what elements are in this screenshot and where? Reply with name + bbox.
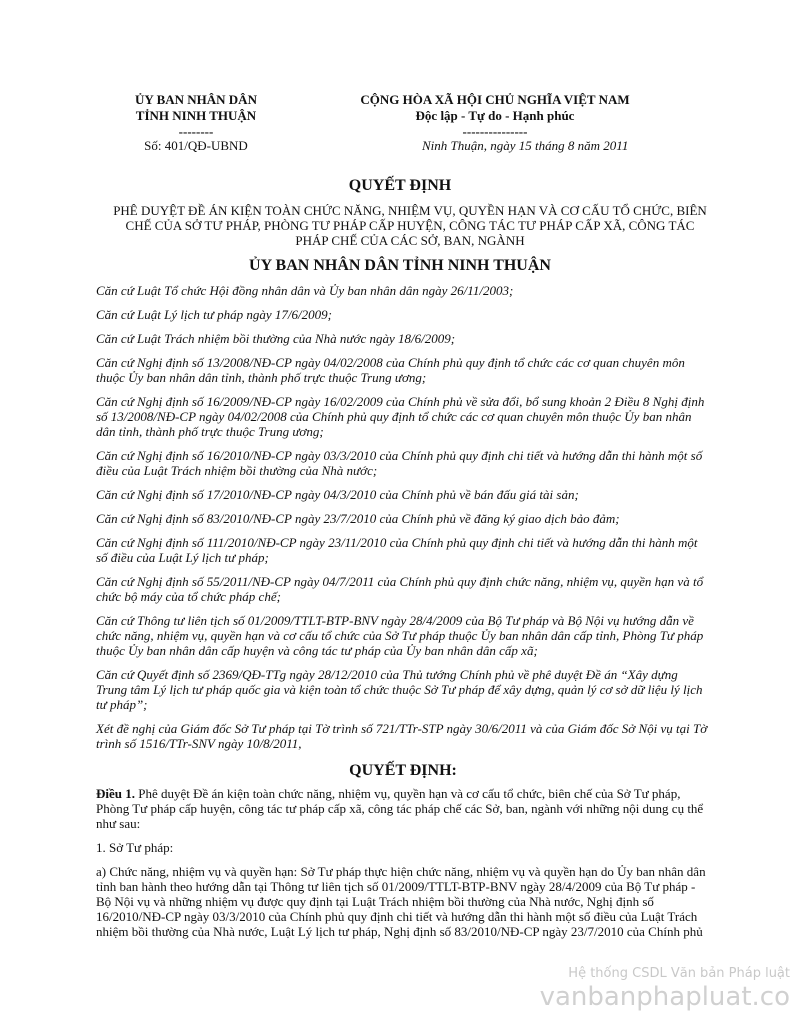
watermark-line2: vanbanphapluat.co [539, 982, 790, 1012]
issue-date: Ninh Thuận, ngày 15 tháng 8 năm 2011 [422, 138, 629, 153]
article-1-label: Điều 1. [96, 786, 135, 801]
watermark-line1: Hệ thống CSDL Văn bản Pháp luật [568, 966, 790, 981]
national-motto-block [330, 92, 660, 140]
preamble-item: Căn cứ Luật Tổ chức Hội đồng nhân dân và Ủy ban nhân dân ngày 26/11/2003; [96, 283, 514, 298]
article-1-text: Phê duyệt Đề án kiện toàn chức năng, nhiệm vụ, quyền hạn và cơ cấu tổ chức, biên chế của Sở Tư pháp, Phòng Tư pháp cấp huyện, công tác tư pháp cấp xã, công tác pháp chế các Sở, ban, ngành với những nội dung cụ thể như sau: [96, 786, 704, 831]
preamble-item: Căn cứ Nghị định số 55/2011/NĐ-CP ngày 04/7/2011 của Chính phủ quy định chức năng, nhiệm vụ, quyền hạn và tổ chức bộ máy của tổ chức pháp chế; [96, 574, 704, 604]
issuer-line1: ỦY BAN NHÂN DÂN [135, 92, 257, 107]
doc-number: Số: 401/QĐ-UBND [144, 138, 248, 153]
organization-heading: ỦY BAN NHÂN DÂN TỈNH NINH THUẬN [249, 257, 551, 274]
preamble-item: Căn cứ Quyết định số 2369/QĐ-TTg ngày 28/12/2010 của Thủ tướng Chính phủ về phê duyệt Đề án “Xây dựng Trung tâm Lý lịch tư pháp quốc gia và kiện toàn tổ chức thuộc Sở Tư pháp để xây dựng, quản lý cơ sở dữ liệu lý lịch tư pháp”; [96, 667, 703, 712]
preamble-item: Căn cứ Nghị định số 111/2010/NĐ-CP ngày 23/11/2010 của Chính phủ quy định chi tiết và hướng dẫn thi hành một số điều của Luật Lý lịch tư pháp; [96, 535, 698, 565]
doc-title: QUYẾT ĐỊNH [348, 177, 452, 194]
preamble-item: Căn cứ Nghị định số 83/2010/NĐ-CP ngày 23/7/2010 của Chính phủ về đăng ký giao dịch bảo đảm; [96, 511, 620, 526]
country-name: CỘNG HÒA XÃ HỘI CHỦ NGHĨA VIỆT NAM [360, 92, 630, 107]
section-1: 1. Sở Tư pháp: [96, 840, 174, 855]
preamble-item: Căn cứ Luật Trách nhiệm bồi thường của Nhà nước ngày 18/6/2009; [96, 331, 456, 346]
preamble-item: Xét đề nghị của Giám đốc Sở Tư pháp tại Tờ trình số 721/TTr-STP ngày 30/6/2011 và của Giám đốc Sở Nội vụ tại Tờ trình số 1516/TTr-SNV ngày 10/8/2011, [96, 721, 708, 751]
preamble-item: Căn cứ Thông tư liên tịch số 01/2009/TTLT-BTP-BNV ngày 28/4/2009 của Bộ Tư pháp và Bộ Nội vụ hướng dẫn về chức năng, nhiệm vụ, quyền hạn và cơ cấu tổ chức của Sở Tư pháp thuộc Ủy ban nhân dân cấp tỉnh, Phòng Tư pháp thuộc Ủy ban nhân dân cấp huyện và công tác tư pháp của Ủy ban nhân dân cấp xã; [96, 613, 704, 658]
issuer-block [96, 92, 296, 140]
article-1 [96, 786, 710, 831]
decision-heading: QUYẾT ĐỊNH: [349, 762, 457, 779]
doc-subtitle: PHÊ DUYỆT ĐỀ ÁN KIỆN TOÀN CHỨC NĂNG, NHIỆM VỤ, QUYỀN HẠN VÀ CƠ CẤU TỔ CHỨC, BIÊN CHẾ CỦA SỞ TƯ PHÁP, PHÒNG TƯ PHÁP CẤP HUYỆN, CÔNG TÁC TƯ PHÁP CẤP XÃ, CÔNG TÁC PHÁP CHẾ CỦA CÁC SỞ, BAN, NGÀNH [113, 203, 707, 248]
issuer-line2: TỈNH NINH THUẬN [135, 108, 257, 123]
motto-dash: --------------- [462, 124, 528, 139]
preamble-item: Căn cứ Nghị định số 13/2008/NĐ-CP ngày 04/02/2008 của Chính phủ quy định tổ chức các cơ quan chuyên môn thuộc Ủy ban nhân dân tỉnh, thành phố trực thuộc Trung ương; [96, 355, 685, 385]
issuer-dash: -------- [178, 124, 214, 139]
motto: Độc lập - Tự do - Hạnh phúc [415, 108, 575, 123]
section-1a: a) Chức năng, nhiệm vụ và quyền hạn: Sở Tư pháp thực hiện chức năng, nhiệm vụ và quyền hạn do Ủy ban nhân dân tỉnh ban hành theo hướng dẫn tại Thông tư liên tịch số 01/2009/TTLT-BTP-BNV ngày 28/4/2009 của Bộ Tư pháp - Bộ Nội vụ và những nhiệm vụ được quy định tại Luật Trách nhiệm bồi thường của Nhà nước, Nghị định số 16/2010/NĐ-CP ngày 03/3/2010 của Chính phủ quy định chi tiết và hướng dẫn thi hành một số điều của Luật Trách nhiệm bồi thường của Nhà nước, Luật Lý lịch tư pháp, Nghị định số 83/2010/NĐ-CP ngày 23/7/2010 của Chính phủ [96, 864, 706, 939]
preamble-item: Căn cứ Nghị định số 16/2009/NĐ-CP ngày 16/02/2009 của Chính phủ về sửa đổi, bổ sung khoản 2 Điều 8 Nghị định số 13/2008/NĐ-CP ngày 04/02/2008 của Chính phủ quy định tổ chức các cơ quan chuyên môn thuộc Ủy ban nhân dân tỉnh, thành phố trực thuộc Trung ương; [96, 394, 705, 439]
preamble-item: Căn cứ Nghị định số 17/2010/NĐ-CP ngày 04/3/2010 của Chính phủ về bán đấu giá tài sản; [96, 487, 579, 502]
preamble-item: Căn cứ Nghị định số 16/2010/NĐ-CP ngày 03/3/2010 của Chính phủ quy định chi tiết và hướng dẫn thi hành một số điều của Luật Trách nhiệm bồi thường của Nhà nước; [96, 448, 703, 478]
document-body [96, 283, 710, 948]
preamble-item: Căn cứ Luật Lý lịch tư pháp ngày 17/6/2009; [96, 307, 332, 322]
